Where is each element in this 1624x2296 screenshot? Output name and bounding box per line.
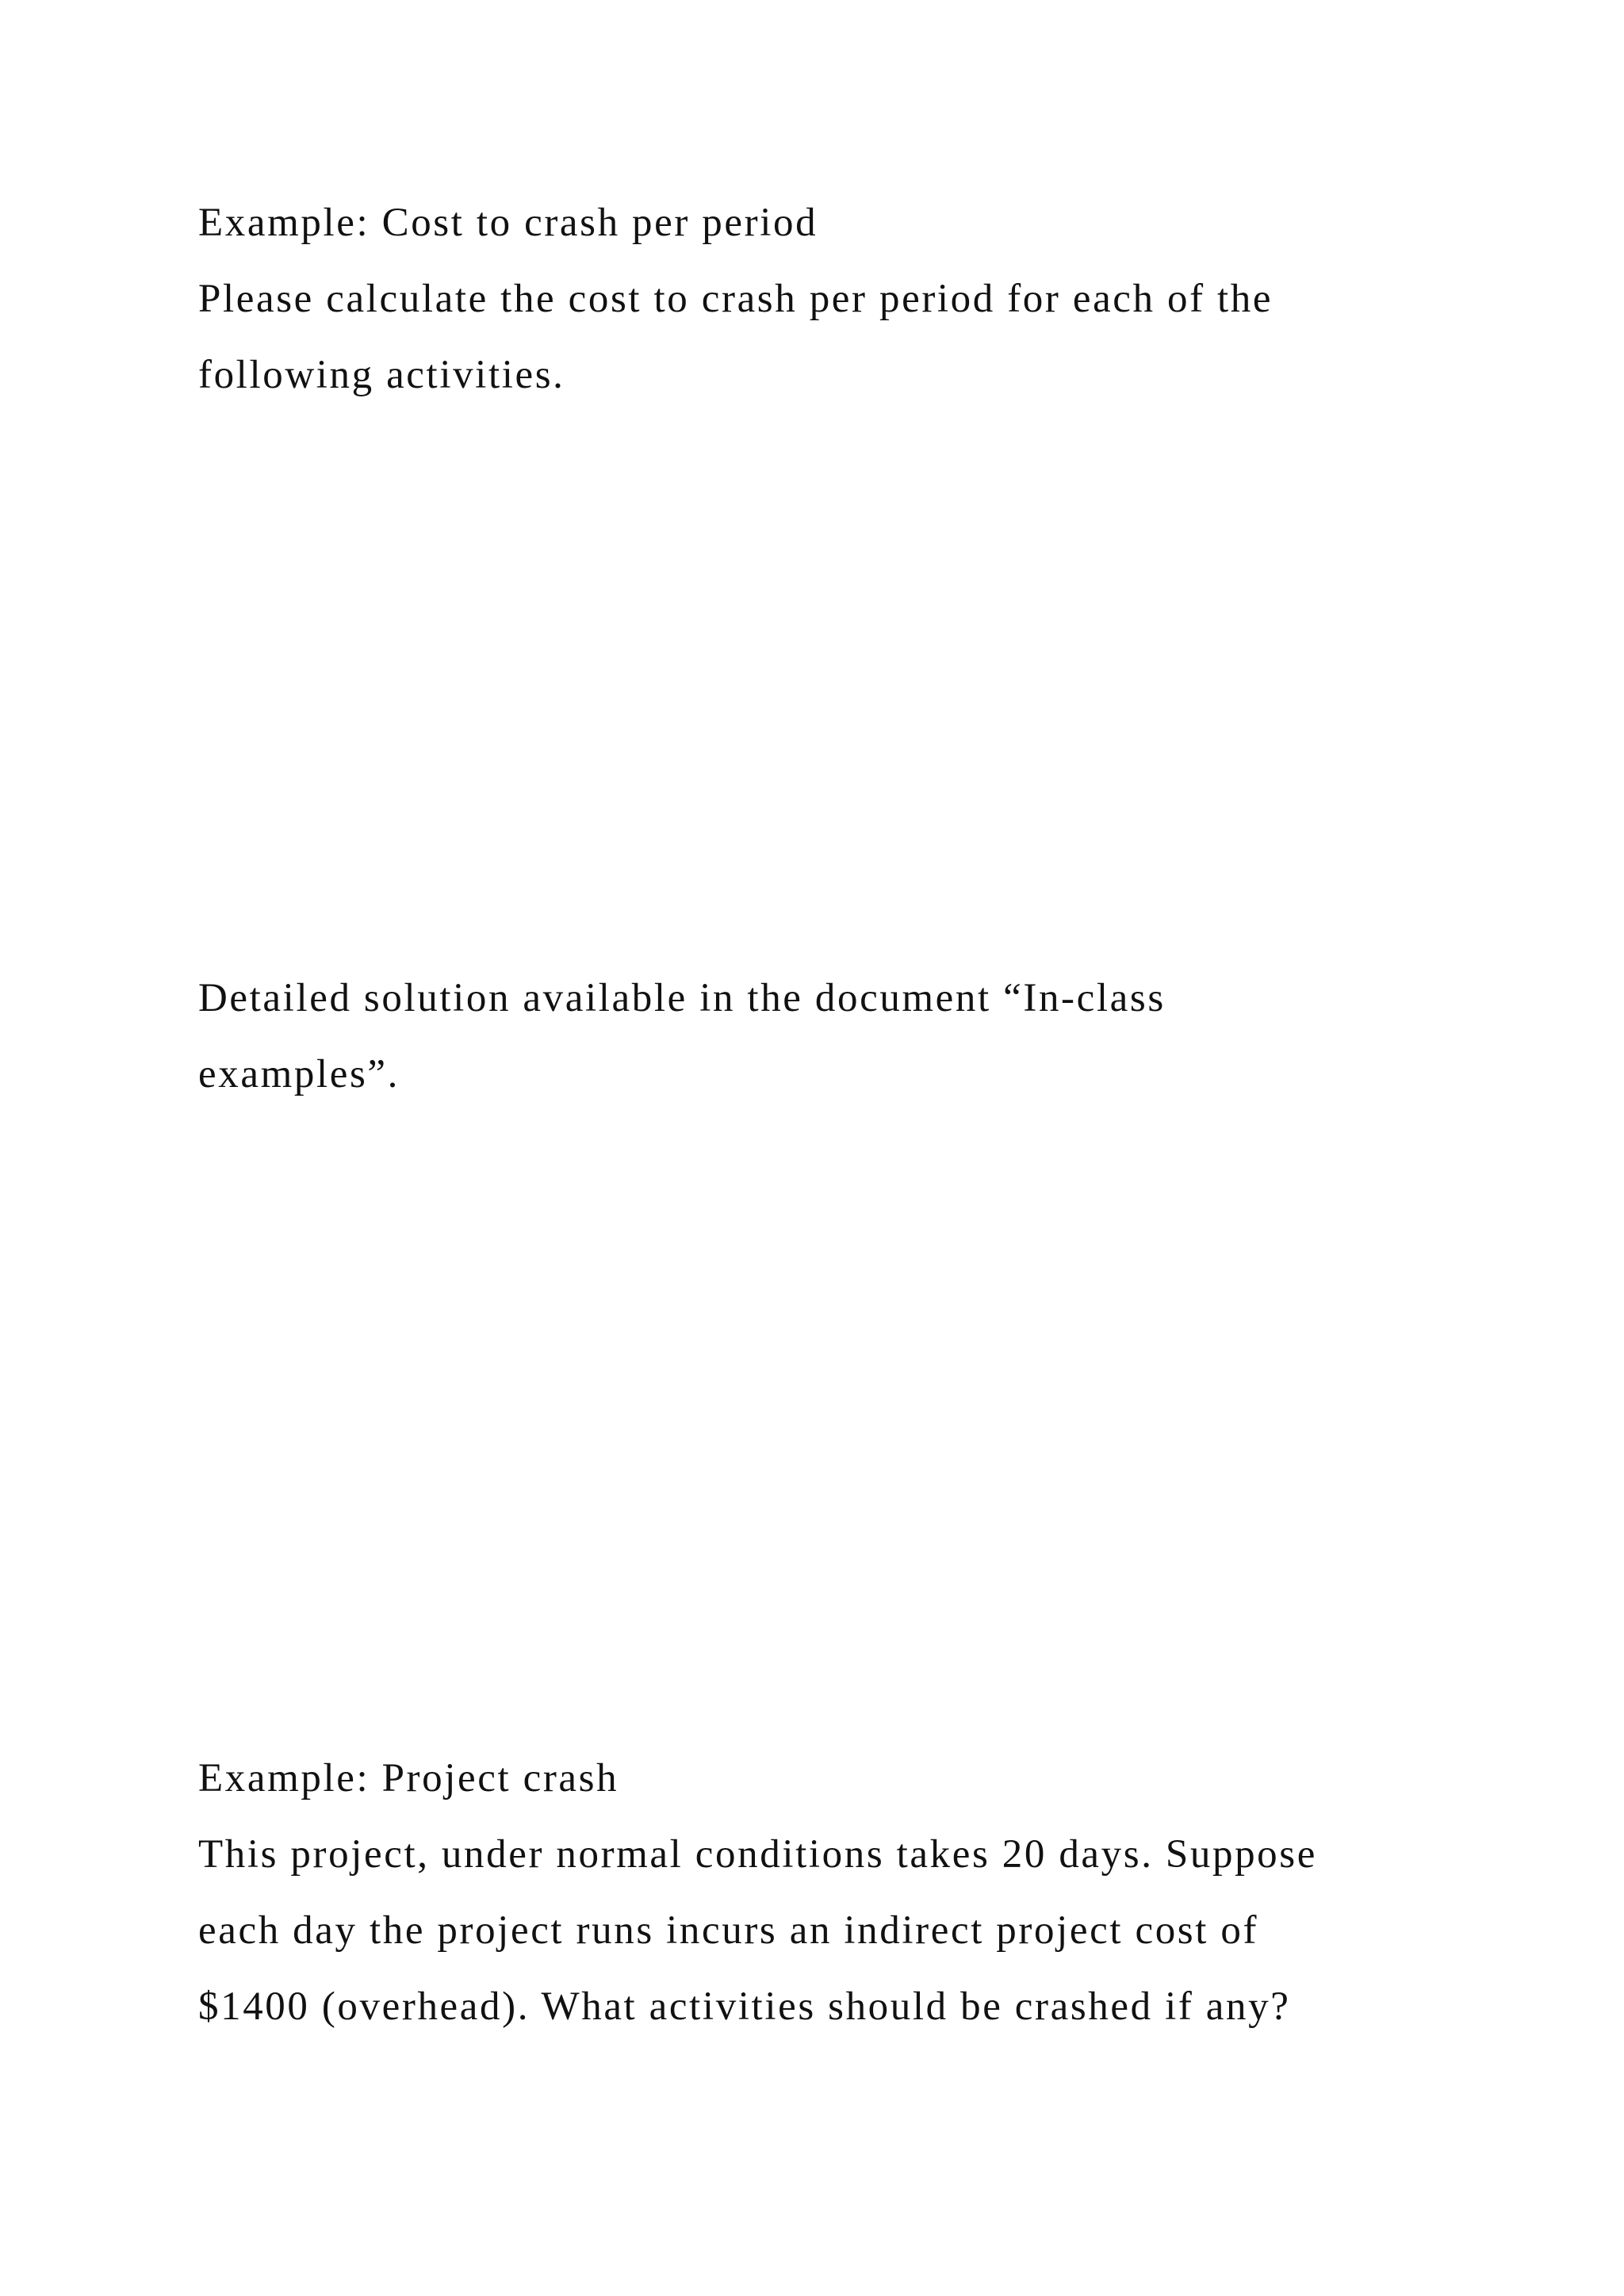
body-line: Please calculate the cost to crash per period for each of the bbox=[198, 277, 1274, 321]
section-heading: Example: Cost to crash per period bbox=[198, 201, 818, 245]
section-heading: Example: Project crash bbox=[198, 1756, 619, 1800]
body-line: This project, under normal conditions takes 20 days. Suppose bbox=[198, 1832, 1317, 1877]
body-line: Detailed solution available in the document “In-class bbox=[198, 976, 1166, 1020]
body-line: $1400 (overhead). What activities should be crashed if any? bbox=[198, 1984, 1291, 2029]
body-line: each day the project runs incurs an indirect project cost of bbox=[198, 1908, 1259, 1953]
body-line: examples”. bbox=[198, 1052, 400, 1096]
body-line: following activities. bbox=[198, 353, 565, 397]
